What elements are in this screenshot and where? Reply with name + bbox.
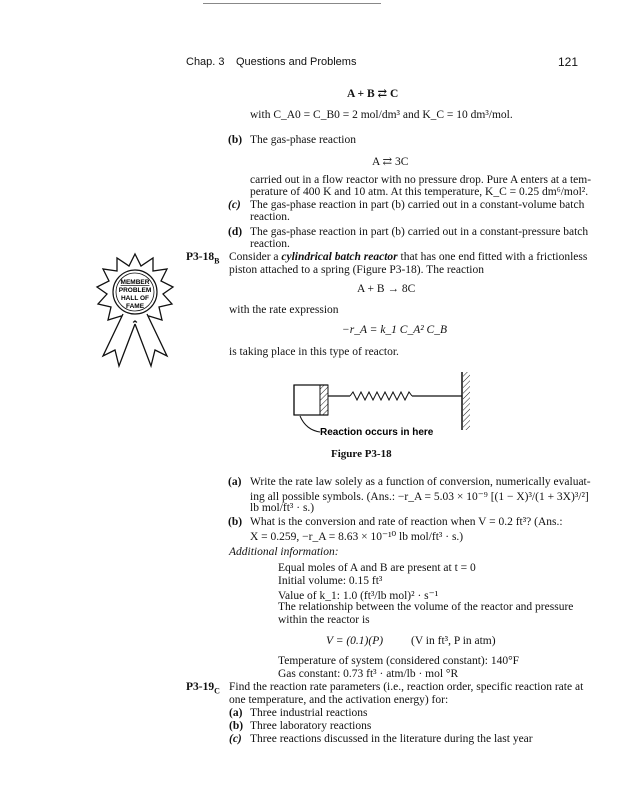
item-b-body-1: carried out in a flow reactor with no pressure drop. Pure A enters at a tem- (250, 174, 592, 186)
info-line-4: The relationship between the volume of the reactor and pressure (278, 601, 574, 613)
item-d-label: (d) (228, 226, 243, 238)
problem-18-conclusion: is taking place in this type of reactor. (229, 346, 399, 358)
page-number: 121 (558, 55, 579, 69)
problem-19-line-1: Find the reaction rate parameters (i.e., reaction order, specific reaction rate at (229, 681, 584, 693)
item-c-label: (c) (228, 199, 241, 211)
part-a-line-2: ing all possible symbols. (Ans.: −r_A = 5.03 × 10⁻⁹ [(1 − X)³/(1 + 3X)³/²] (250, 491, 589, 503)
hall-of-fame-badge-icon (95, 252, 175, 370)
badge-line-1: MEMBER (120, 279, 150, 286)
spring (350, 392, 412, 400)
info-line-2: Initial volume: 0.15 ft³ (278, 575, 383, 587)
rate-expression: −r_A = k_1 C_A² C_B (342, 324, 448, 336)
problem-19-id: $P3-19_C$ (186, 681, 220, 696)
item-b-label: (b) (228, 134, 243, 146)
with-line: with C_A0 = C_B0 = 2 mol/dm³ and K_C = 10 dm³/mol. (250, 109, 513, 121)
p19-item-b-text: Three laboratory reactions (250, 720, 372, 732)
item-c-text-2: reaction. (250, 211, 290, 223)
reaction-2: A ⇄ 3C (372, 156, 409, 168)
piston (320, 385, 328, 415)
additional-info-title: Additional information: (229, 546, 339, 558)
wall-hatching (463, 372, 470, 430)
item-d-text-2: reaction. (250, 238, 290, 250)
item-d-text-1: The gas-phase reaction in part (b) carried out in a constant-pressure batch (250, 226, 589, 238)
info-line-5: within the reactor is (278, 614, 370, 626)
item-b-body-2: perature of 400 K and 10 atm. At this temperature, K_C = 0.25 dm⁶/mol². (250, 186, 589, 198)
part-a-label: (a) (228, 476, 242, 488)
problem-18-line-1: Consider a cylindrical batch reactor that has one end fitted with a frictionless (229, 251, 588, 263)
reaction-1: A + B ⇄ C (347, 88, 399, 100)
figure-p3-18 (290, 368, 490, 442)
temperature-line: Temperature of system (considered constant): 140°F (278, 655, 520, 667)
part-b-line-2: X = 0.259, −r_A = 8.63 × 10⁻¹⁰ lb mol/ft³ · s.) (250, 531, 464, 543)
part-a-line-1: Write the rate law solely as a function of conversion, numerically evaluat- (250, 476, 591, 488)
pointer-line (300, 416, 320, 432)
chapter-label: Chap. 3 (186, 56, 225, 68)
badge-line-4: FAME (125, 303, 145, 310)
volume-pressure-equation: V = (0.1)(P) (326, 635, 384, 647)
rate-intro: with the rate expression (229, 304, 339, 316)
p19-item-a-label: (a) (229, 707, 243, 719)
part-b-line-1: What is the conversion and rate of reaction when V = 0.2 ft³? (Ans.: (250, 516, 563, 528)
item-b-text: The gas-phase reaction (250, 134, 357, 146)
badge-line-2: PROBLEM (118, 287, 152, 294)
figure-label: Reaction occurs in here (320, 427, 434, 438)
running-title: Questions and Problems (236, 56, 357, 68)
problem-18-id: $P3-18_B$ (186, 251, 220, 266)
part-a-line-3: lb mol/ft³ · s.) (250, 502, 315, 514)
figure-caption: Figure P3-18 (331, 448, 392, 460)
p19-item-a-text: Three industrial reactions (250, 707, 368, 719)
top-rule (203, 3, 381, 4)
problem-19-line-2: one temperature, and the activation energy) for: (229, 694, 449, 706)
problem-18-line-2: piston attached to a spring (Figure P3-18). The reaction (229, 264, 484, 276)
p19-item-c-label: (c) (229, 733, 242, 745)
gas-constant-line: Gas constant: 0.73 ft³ · atm/lb · mol °R (278, 668, 459, 680)
item-c-text-1: The gas-phase reaction in part (b) carried out in a constant-volume batch (250, 199, 585, 211)
info-line-3: Value of k_1: 1.0 (ft³/lb mol)² · s⁻¹ (278, 590, 439, 602)
volume-pressure-units: (V in ft³, P in atm) (411, 635, 496, 647)
badge-line-3: HALL OF (120, 295, 150, 302)
p19-item-b-label: (b) (229, 720, 244, 732)
info-line-1: Equal moles of A and B are present at t = 0 (278, 562, 476, 574)
p19-item-c-text: Three reactions discussed in the literature during the last year (250, 733, 533, 745)
problem-18-reaction: A + B → 8C (357, 283, 416, 295)
part-b-label: (b) (228, 516, 243, 528)
